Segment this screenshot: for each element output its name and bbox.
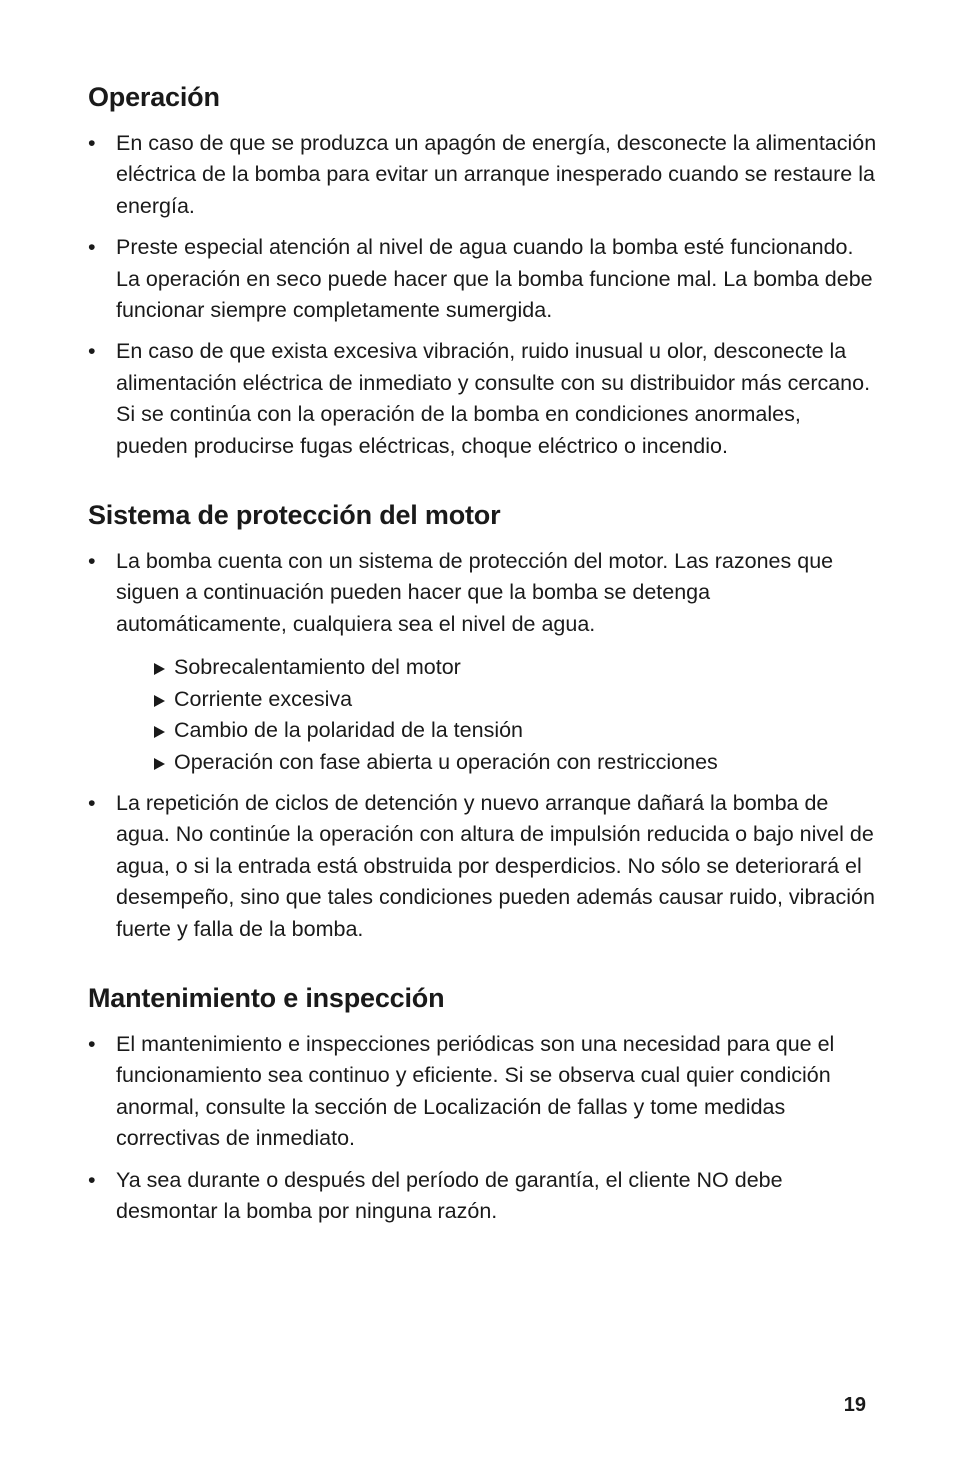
bullet-text: En caso de que exista excesiva vibración, ruido inusual u olor, desconecte la alimentación eléctrica de inmediato y consulte con su distribuidor más cercano. Si se continúa con la operación de la bomba en condiciones anormales, pueden producirse fugas eléctricas, choque eléctrico o incendio.	[116, 339, 871, 458]
bullet-icon: •	[88, 790, 96, 815]
sub-item-text: Corriente excesiva	[174, 686, 353, 711]
sub-item	[154, 684, 878, 715]
sub-list	[154, 652, 878, 778]
triangle-right-icon	[154, 695, 165, 707]
section-heading: Mantenimiento e inspección	[88, 982, 445, 1013]
bullet-list	[88, 1029, 878, 1227]
sub-item-text: Cambio de la polaridad de la tensión	[174, 718, 524, 743]
bullet-text: El mantenimiento e inspecciones periódicas son una necesidad para que el funcionamiento sea continuo y eficiente. Si se observa cual quier condición anormal, consulte la sección de Localización de fallas y tome medidas correctivas de inmediato.	[116, 1031, 835, 1151]
sub-item	[154, 715, 878, 746]
sub-item	[154, 652, 878, 683]
page-number: 19	[843, 1394, 866, 1416]
bullet-icon: •	[88, 235, 96, 260]
bullet-icon: •	[88, 1031, 96, 1056]
bullet-icon: •	[88, 549, 96, 574]
bullet-item	[88, 1029, 878, 1155]
triangle-right-icon	[154, 726, 165, 738]
bullet-list	[88, 128, 878, 462]
bullet-item	[88, 1165, 878, 1228]
sub-item	[154, 747, 878, 778]
bullet-list	[88, 546, 878, 945]
section-operacion	[88, 78, 878, 462]
section-mantenimiento	[88, 979, 878, 1227]
section-proteccion-motor	[88, 496, 878, 945]
sub-item-text: Operación con fase abierta u operación con restricciones	[174, 749, 718, 774]
triangle-right-icon	[154, 758, 165, 770]
bullet-icon: •	[88, 1167, 96, 1192]
bullet-text: Preste especial atención al nivel de agua cuando la bomba esté funcionando. La operación en seco puede hacer que la bomba funcione mal. La bomba debe funcionar siempre completamente sumergida.	[116, 235, 873, 323]
bullet-text: Ya sea durante o después del período de garantía, el cliente NO debe desmontar la bomba por ninguna razón.	[116, 1167, 783, 1223]
bullet-item	[88, 546, 878, 778]
bullet-icon: •	[88, 339, 96, 364]
bullet-item	[88, 128, 878, 222]
bullet-item	[88, 788, 878, 945]
bullet-text: La repetición de ciclos de detención y nuevo arranque dañará la bomba de agua. No continúe la operación con altura de impulsión reducida o bajo nivel de agua, o si la entrada está obstruida por desperdicios. No sólo se deteriorará el desempeño, sino que tales condiciones pueden además causar ruido, vibración fuerte y falla de la bomba.	[116, 790, 875, 941]
triangle-right-icon	[154, 663, 165, 675]
bullet-text: En caso de que se produzca un apagón de energía, desconecte la alimentación eléctrica de la bomba para evitar un arranque inesperado cuando se restaure la energía.	[116, 131, 877, 218]
bullet-item	[88, 232, 878, 326]
section-heading: Operación	[88, 82, 220, 112]
section-heading: Sistema de protección del motor	[88, 500, 501, 531]
document-page	[88, 78, 878, 1261]
sub-item-text: Sobrecalentamiento del motor	[174, 655, 461, 680]
bullet-icon: •	[88, 131, 96, 155]
bullet-item	[88, 336, 878, 462]
bullet-text: La bomba cuenta con un sistema de protección del motor. Las razones que siguen a continuación pueden hacer que la bomba se detenga automáticamente, cualquiera sea el nivel de agua.	[116, 549, 834, 636]
